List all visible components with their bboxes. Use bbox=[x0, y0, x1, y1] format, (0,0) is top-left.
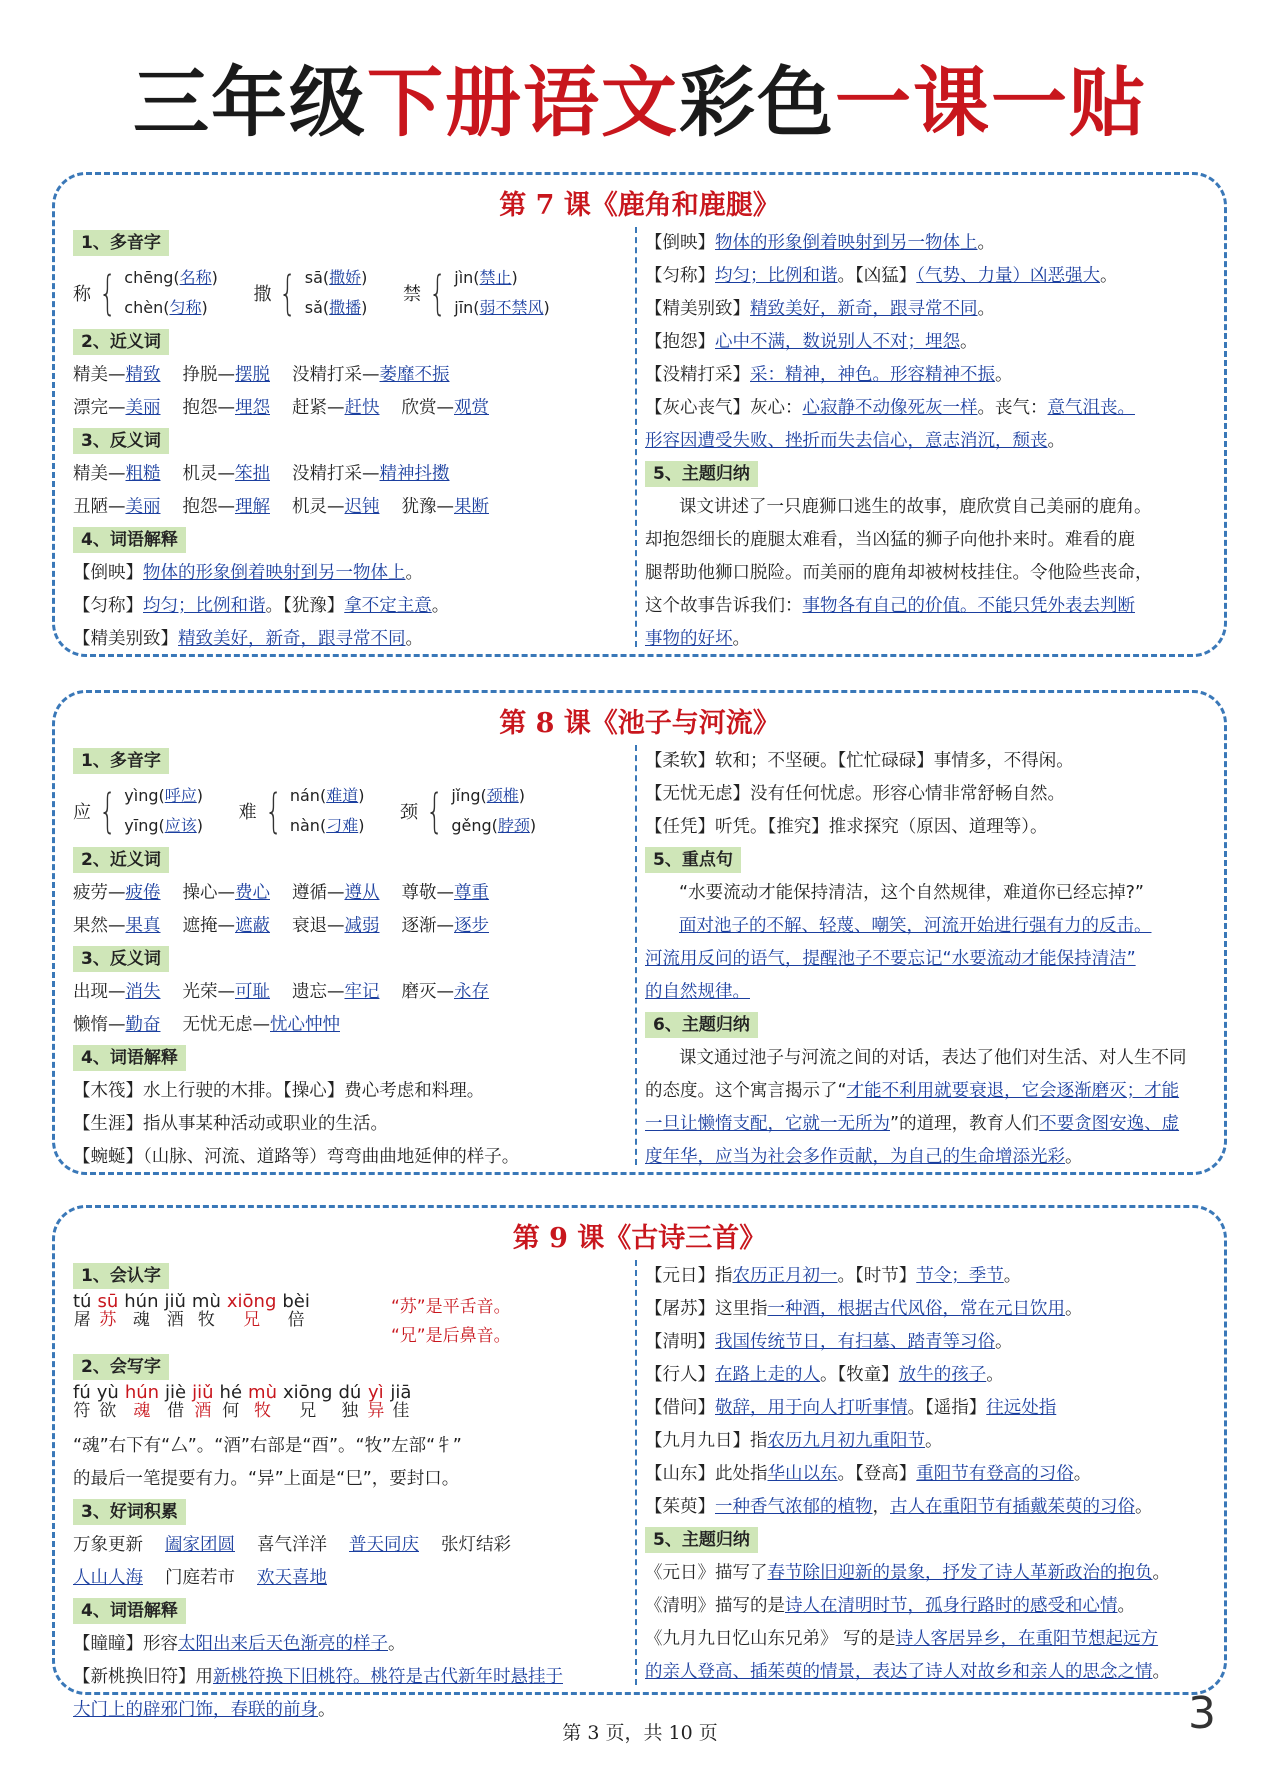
definition: 【九月九日】指农历九月初九重阳节。 bbox=[645, 1431, 943, 1451]
writing-tip: “魂”右下有“厶”。“酒”右部是“酉”。“牧”左部“牜” bbox=[73, 1436, 462, 1456]
key-sentence: 的自然规律。 bbox=[645, 982, 750, 1002]
definition: 【倒映】物体的形象倒着映射到另一物体上。 bbox=[73, 563, 423, 583]
definition: 【匀称】均匀；比例和谐。【凶猛】（气势、力量）凶恶强大。 bbox=[645, 266, 1118, 286]
summary-line: 度年华，应当为社会多作贡献，为自己的生命增添光彩。 bbox=[645, 1147, 1083, 1167]
polyphone: 称 { chēng(名称) chèn(匀称) bbox=[73, 266, 218, 320]
summary-line: 课文通过池子与河流之间的对话，表达了他们对生活、对人生不同 bbox=[679, 1048, 1187, 1068]
definition: 【精美别致】精致美好，新奇，跟寻常不同。 bbox=[645, 299, 995, 319]
section-heading: 3、反义词 bbox=[73, 428, 169, 454]
polyphone: 颈 { jǐng(颈椎) gěng(脖颈) bbox=[400, 784, 537, 838]
summary-line: 腿帮助他狮口脱险。而美丽的鹿角却被树枝挂住。令他险些丧命， bbox=[645, 563, 1153, 583]
section-heading: 2、会写字 bbox=[73, 1354, 169, 1380]
section-heading: 1、会认字 bbox=[73, 1263, 169, 1289]
summary-line: 《元日》描写了春节除旧迎新的景象，抒发了诗人革新政治的抱负。 bbox=[645, 1563, 1170, 1583]
definition: 【行人】在路上走的人。【牧童】放牛的孩子。 bbox=[645, 1365, 1004, 1385]
definition: 形容因遭受失败、挫折而失去信心，意志消沉，颓丧。 bbox=[645, 431, 1065, 451]
summary-line: 一旦让懒惰支配，它就一无所为”的道理，教育人们不要贪图安逸、虚 bbox=[645, 1114, 1180, 1134]
page-footer: 第 3 页，共 10 页 bbox=[562, 1722, 718, 1744]
summary-line: 课文讲述了一只鹿狮口逃生的故事，鹿欣赏自己美丽的鹿角。 bbox=[679, 497, 1152, 517]
section-heading: 5、重点句 bbox=[645, 847, 741, 873]
definition: 【抱怨】心中不满，数说别人不对；埋怨。 bbox=[645, 332, 978, 352]
summary-line: 《清明》描写的是诗人在清明时节，孤身行路时的感受和心情。 bbox=[645, 1596, 1135, 1616]
definition: 【任凭】听凭。【推究】推求探究（原因、道理等）。 bbox=[645, 817, 1048, 837]
lesson-8-left: 1、多音字 应 { yìng(呼应) yīng(应该) 难 { nán(难道) nàn(刁难) 颈 { jǐng(颈椎) gěng(脖颈) 2、近义词 疲劳—疲倦 操心—费心 遵循—遵从 尊敬—尊重 果然—果真 遮掩—遮蔽 衰退—减弱 逐渐—逐步 3、反义词 出现—消失 光荣—可耻 遗忘—牢记 磨灭—永存 懒惰—勤奋 无忧无虑—忧心忡忡 4、词语解释 【木筏】水上行驶的木排。【操心】费心考虑和料理。 【生涯】指从事某种活动或职业的生活。 【蜿蜒】（山脉、河流、道路等）弯弯曲曲地延伸的样子。 bbox=[73, 745, 621, 1174]
definition: 【瞳瞳】形容太阳出来后天色渐亮的样子。 bbox=[73, 1634, 406, 1654]
pinyin-char: xiōng 兄 bbox=[226, 1293, 277, 1330]
definition: 【借问】敬辞，用于向人打听事情。【遥指】往远处指 bbox=[645, 1398, 1057, 1418]
section-heading: 2、近义词 bbox=[73, 329, 169, 355]
pinyin-char: tú 屠 bbox=[73, 1293, 92, 1330]
lesson-9-title: 第 9 课《古诗三首》 bbox=[512, 1223, 767, 1254]
summary-line: 《九月九日忆山东兄弟》 写的是诗人客居异乡，在重阳节想起远方 bbox=[645, 1629, 1159, 1649]
section-heading: 5、主题归纳 bbox=[645, 461, 758, 487]
lesson-8-card bbox=[52, 690, 1227, 1175]
definition: 【木筏】水上行驶的木排。【操心】费心考虑和料理。 bbox=[73, 1081, 485, 1101]
lesson-9-card bbox=[52, 1205, 1227, 1720]
pinyin-char: jiā 佳 bbox=[390, 1384, 412, 1421]
page-number: 3 bbox=[1188, 1688, 1216, 1739]
definition: 【屠苏】这里指一种酒，根据古代风俗，常在元日饮用。 bbox=[645, 1299, 1083, 1319]
polyphone: 撒 { sā(撒娇) sǎ(撒播) bbox=[253, 266, 368, 320]
definition: 【山东】此处指华山以东。【登高】重阳节有登高的习俗。 bbox=[645, 1464, 1092, 1484]
pinyin-char: yì 异 bbox=[367, 1384, 385, 1421]
lesson-7-left: 1、多音字 称 { chēng(名称) chèn(匀称) 撒 { sā(撒娇) sǎ(撒播) 禁 { jìn(禁止) jīn(弱不禁风) 2、近义词 精美—精致 挣脱—摆脱 没精打采—萎靡不振 漂完—美丽 抱怨—埋怨 赶紧—赶快 欣赏—观赏 3、反义词 精美—粗糙 机灵—笨拙 没精打采—精神抖擞 丑陋—美丽 抱怨—理解 机灵—迟钝 犹豫—果断 4、词语解释 【倒映】物体的形象倒着映射到另一物体上。 【匀称】均匀；比例和谐。【犹豫】拿不定主意。 【精美别致】精致美好，新奇，跟寻常不同。 bbox=[73, 227, 621, 656]
lesson-9-left: 1、会认字 tú 屠 sū 苏 hún 魂 jiǔ 酒 mù 牧 xiōng 兄 bèi 倍 “苏”是平舌音。 “兄”是后鼻音。 2、会写字 fú 符 yù 欲 hún 魂 jiè 借 jiǔ 酒 hé 何 mù 牧 xiōng 兄 dú 独 yì 异 jiā 佳 “魂”右下有“厶”。“酒”右部是“酉”。“牧”左部“牜” 的最后一笔提要有力。“异”上面是“巳”，要封口。 3、好词积累 万象更新 阖家团圆 喜气洋洋 普天同庆 张灯结彩 人山人海 门庭若市 欢天喜地 4、词语解释 【瞳瞳】形容太阳出来后天色渐亮的样子。 【新桃换旧符】用新桃符换下旧桃符。桃符是古代新年时悬挂于 大门上的辟邪门饰，春联的前身。 bbox=[73, 1260, 621, 1727]
definition: 【生涯】指从事某种活动或职业的生活。 bbox=[73, 1114, 388, 1134]
pinyin-char: jiè 借 bbox=[165, 1384, 187, 1421]
lesson-9-right bbox=[645, 1260, 1215, 1689]
key-sentence: 面对池子的不解、轻蔑、嘲笑，河流开始进行强有力的反击。 bbox=[679, 916, 1152, 936]
key-sentence: 河流用反问的语气，提醒池子不要忘记“水要流动才能保持清洁” bbox=[645, 949, 1136, 969]
section-heading: 6、主题归纳 bbox=[645, 1012, 758, 1038]
lesson-7-title: 第 7 课《鹿角和鹿腿》 bbox=[499, 190, 780, 221]
summary-line: 却抱怨细长的鹿腿太难看，当凶猛的狮子向他扑来时。难看的鹿 bbox=[645, 530, 1135, 550]
pinyin-char: hún 魂 bbox=[124, 1384, 160, 1421]
lesson-7-right bbox=[645, 227, 1215, 656]
definition: 大门上的辟邪门饰，春联的前身。 bbox=[73, 1700, 336, 1720]
pinyin-char: mù 牧 bbox=[191, 1293, 221, 1330]
definition: 【匀称】均匀；比例和谐。【犹豫】拿不定主意。 bbox=[73, 596, 450, 616]
summary-line: 这个故事告诉我们：事物各有自己的价值。不能只凭外表去判断 bbox=[645, 596, 1135, 616]
pinyin-char: jiǔ 酒 bbox=[164, 1293, 186, 1330]
writing-tip: 的最后一笔提要有力。“异”上面是“巳”，要封口。 bbox=[73, 1469, 460, 1489]
section-heading: 3、好词积累 bbox=[73, 1499, 186, 1525]
pinyin-char: sū 苏 bbox=[97, 1293, 119, 1330]
pinyin-char: yù 欲 bbox=[96, 1384, 119, 1421]
definition: 【没精打采】采：精神，神色。形容精神不振。 bbox=[645, 365, 1013, 385]
summary-line: 的态度。这个寓言揭示了“才能不利用就要衰退，它会逐渐磨灭；才能 bbox=[645, 1081, 1180, 1101]
lesson-7-card bbox=[52, 172, 1227, 657]
summary-line: 事物的好坏。 bbox=[645, 629, 750, 649]
definition: 【新桃换旧符】用新桃符换下旧桃符。桃符是古代新年时悬挂于 bbox=[73, 1667, 563, 1687]
section-heading: 4、词语解释 bbox=[73, 1598, 186, 1624]
pinyin-char: mù 牧 bbox=[248, 1384, 277, 1421]
definition: 【清明】我国传统节日，有扫墓、踏青等习俗。 bbox=[645, 1332, 1013, 1352]
section-heading: 4、词语解释 bbox=[73, 1045, 186, 1071]
pinyin-char: fú 符 bbox=[73, 1384, 91, 1421]
pinyin-char: dú 独 bbox=[338, 1384, 362, 1421]
page-title: 三年级下册语文彩色一课一贴 bbox=[133, 58, 1147, 147]
pinyin-char: xiōng 兄 bbox=[282, 1384, 333, 1421]
polyphone: 应 { yìng(呼应) yīng(应该) bbox=[73, 784, 203, 838]
section-heading: 5、主题归纳 bbox=[645, 1527, 758, 1553]
polyphone: 禁 { jìn(禁止) jīn(弱不禁风) bbox=[402, 266, 550, 320]
definition: 【蜿蜒】（山脉、河流、道路等）弯弯曲曲地延伸的样子。 bbox=[73, 1147, 520, 1167]
section-heading: 2、近义词 bbox=[73, 847, 169, 873]
pinyin-char: jiǔ 酒 bbox=[192, 1384, 214, 1421]
definition: 【倒映】物体的形象倒着映射到另一物体上。 bbox=[645, 233, 995, 253]
key-sentence: “水要流动才能保持清洁，这个自然规律，难道你已经忘掉?” bbox=[679, 883, 1144, 903]
definition: 【精美别致】精致美好，新奇，跟寻常不同。 bbox=[73, 629, 423, 649]
definition: 【茱萸】一种香气浓郁的植物，古人在重阳节有插戴茱萸的习俗。 bbox=[645, 1497, 1153, 1517]
pinyin-char: hún 魂 bbox=[124, 1293, 159, 1330]
definition: 【无忧无虑】没有任何忧虑。形容心情非常舒畅自然。 bbox=[645, 784, 1065, 804]
definition: 【元日】指农历正月初一。【时节】节令；季节。 bbox=[645, 1266, 1022, 1286]
section-heading: 4、词语解释 bbox=[73, 527, 186, 553]
section-heading: 1、多音字 bbox=[73, 230, 169, 256]
pinyin-char: bèi 倍 bbox=[282, 1293, 310, 1330]
definition: 【柔软】软和；不坚硬。【忙忙碌碌】事情多，不得闲。 bbox=[645, 751, 1074, 771]
definition: 【灰心丧气】灰心：心寂静不动像死灰一样。丧气：意气沮丧。 bbox=[645, 398, 1135, 418]
summary-line: 的亲人登高、插茱萸的情景，表达了诗人对故乡和亲人的思念之情。 bbox=[645, 1662, 1170, 1682]
pinyin-char: hé 何 bbox=[219, 1384, 243, 1421]
section-heading: 3、反义词 bbox=[73, 946, 169, 972]
section-heading: 1、多音字 bbox=[73, 748, 169, 774]
pronunciation-notes: “苏”是平舌音。 “兄”是后鼻音。 bbox=[391, 1297, 511, 1346]
lesson-8-right bbox=[645, 745, 1215, 1174]
polyphone: 难 { nán(难道) nàn(刁难) bbox=[238, 784, 365, 838]
lesson-8-title: 第 8 课《池子与河流》 bbox=[499, 708, 780, 739]
